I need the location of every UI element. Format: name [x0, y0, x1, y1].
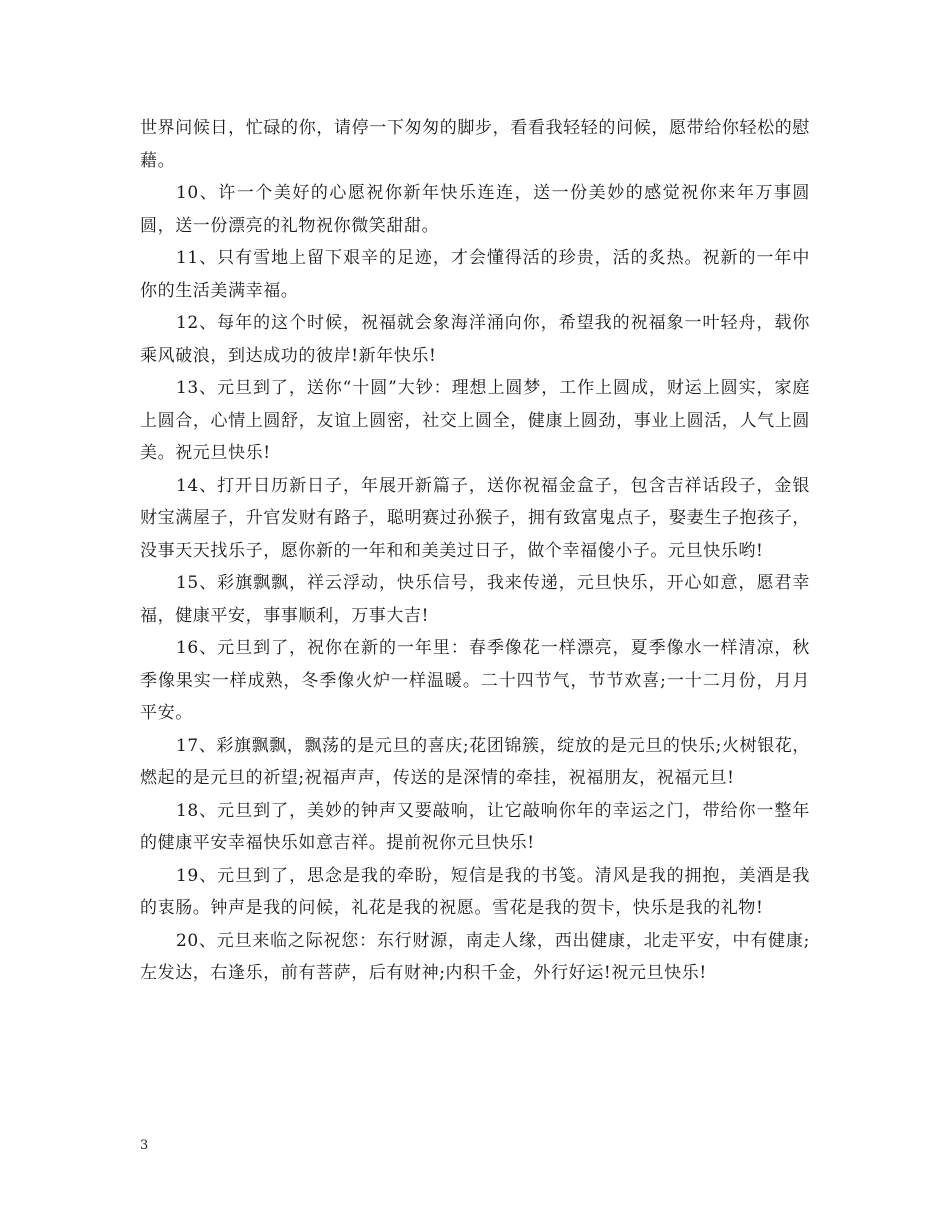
paragraph-wish-13: 13、元旦到了，送你“十圆”大钞：理想上圆梦，工作上圆成，财运上圆实，家庭上圆合，心情上圆舒，友谊上圆密，社交上圆全，健康上圆劲，事业上圆活，人气上圆美。祝元旦快乐! [140, 378, 810, 463]
paragraph-wish-14: 14、打开日历新日子，年展开新篇子，送你祝福金盒子，包含吉祥话段子，金银财宝满屋子，升官发财有路子，聪明赛过孙猴子，拥有致富鬼点子，娶妻生子抱孩子，没事天天找乐子，愿你新的一年和和美美过日子，做个幸福傻小子。元旦快乐哟! [140, 475, 810, 561]
paragraph-wish-12: 12、每年的这个时候，祝福就会象海洋涌向你，希望我的祝福象一叶轻舟，载你乘风破浪，到达成功的彼岸!新年快乐! [140, 313, 810, 366]
page-number: 3 [140, 1138, 149, 1153]
paragraph-wish-16: 16、元旦到了，祝你在新的一年里：春季像花一样漂亮，夏季像水一样清凉，秋季像果实一样成熟，冬季像火炉一样温暖。二十四节气，节节欢喜;一十二月份，月月平安。 [140, 638, 810, 723]
paragraph-wish-11: 11、只有雪地上留下艰辛的足迹，才会懂得活的珍贵，活的炙热。祝新的一年中你的生活美满幸福。 [140, 248, 810, 301]
paragraph-continuation: 世界问候日，忙碌的你，请停一下匆匆的脚步，看看我轻轻的问候，愿带给你轻松的慰藉。 [140, 118, 810, 171]
paragraph-wish-20: 20、元旦来临之际祝您：东行财源，南走人缘，西出健康，北走平安，中有健康;左发达，右逢乐，前有菩萨，后有财神;内积千金，外行好运!祝元旦快乐! [140, 930, 810, 983]
paragraph-wish-17: 17、彩旗飘飘，飘荡的是元旦的喜庆;花团锦簇，绽放的是元旦的快乐;火树银花，燃起的是元旦的祈望;祝福声声，传送的是深情的牵挂，祝福朋友，祝福元旦! [140, 735, 810, 788]
paragraph-wish-19: 19、元旦到了，思念是我的牵盼，短信是我的书笺。清风是我的拥抱，美酒是我的衷肠。钟声是我的问候，礼花是我的祝愿。雪花是我的贺卡，快乐是我的礼物! [140, 865, 810, 918]
document-body [140, 112, 810, 990]
paragraph-wish-18: 18、元旦到了，美妙的钟声又要敲响，让它敲响你年的幸运之门，带给你一整年的健康平安幸福快乐如意吉祥。提前祝你元旦快乐! [140, 800, 810, 853]
paragraph-wish-10: 10、许一个美好的心愿祝你新年快乐连连，送一份美妙的感觉祝你来年万事圆圆，送一份漂亮的礼物祝你微笑甜甜。 [140, 183, 810, 236]
paragraph-wish-15: 15、彩旗飘飘，祥云浮动，快乐信号，我来传递，元旦快乐，开心如意，愿君幸福，健康平安，事事顺利，万事大吉! [140, 573, 810, 626]
